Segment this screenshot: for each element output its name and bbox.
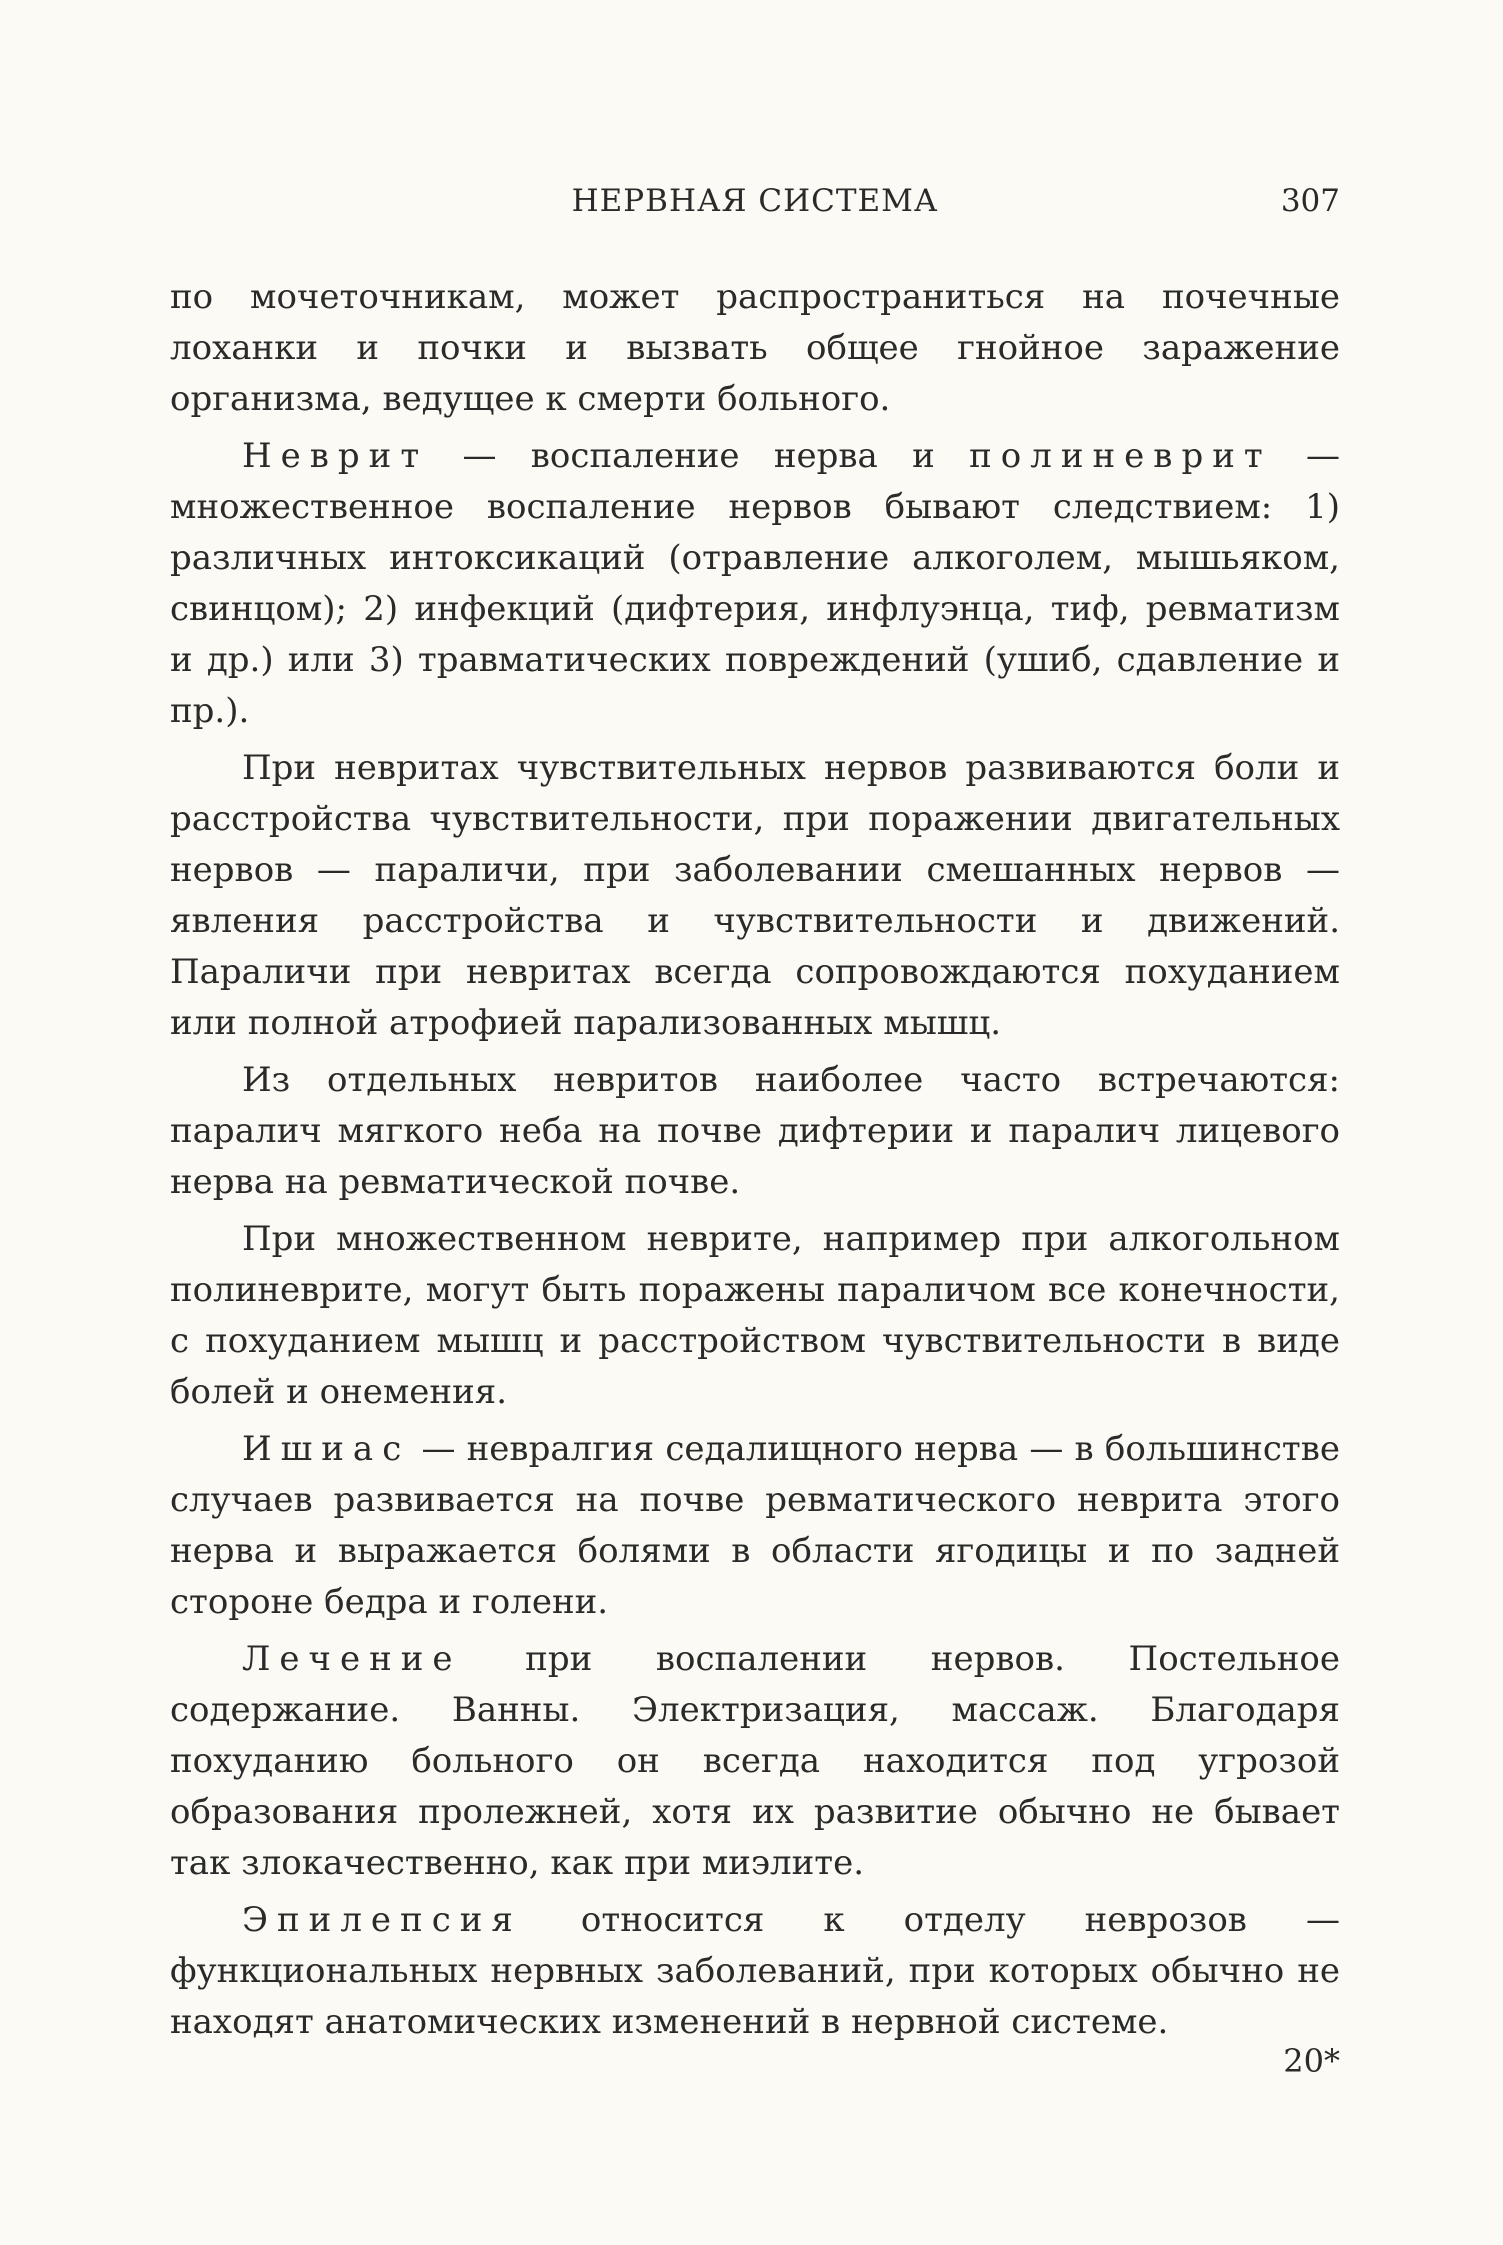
- term-polyneuritis: полиневрит: [969, 436, 1272, 476]
- sheet-signature: 20*: [1283, 2042, 1340, 2080]
- paragraph-text: При множественном неврите, например при алкогольном полиневрите, могут быть поражены параличом все конечности, с похуданием мышц и расстройством чувствительности в виде болей и онемения.: [170, 1219, 1340, 1412]
- paragraph-neuritis-symptoms: [170, 743, 1340, 1049]
- body-text: [170, 272, 1340, 2054]
- page-header: [170, 180, 1340, 230]
- term-epilepsy: Эпилепсия: [242, 1900, 522, 1940]
- paragraph-treatment: [170, 1634, 1340, 1889]
- paragraph-text: При невритах чувствительных нервов развиваются боли и расстройства чувствительности, при поражении двигательных нервов — параличи, при заболевании смешанных нервов — явления расстройства и чувствительности и движений. Параличи при невритах всегда сопровождаются похуданием или полной атрофией парализованных мышц.: [170, 748, 1340, 1043]
- paragraph-text: по мочеточникам, может распространиться на почечные лоханки и почки и вызвать общее гнойное заражение организма, ведущее к смерти больного.: [170, 277, 1340, 419]
- paragraph-text: — невралгия седалищного нерва — в большинстве случаев развивается на почве ревматического неврита этого нерва и выражается болями в области ягодицы и по задней стороне бедра и голени.: [170, 1429, 1340, 1622]
- paragraph-text: при воспалении нервов. Постельное содержание. Ванны. Электризация, массаж. Благодаря похуданию больного он всегда находится под угрозой образования пролежней, хотя их развитие обычно не бывает так злокачественно, как при миэлите.: [170, 1639, 1340, 1883]
- page-footer: [170, 2040, 1340, 2090]
- paragraph-text: Из отдельных невритов наиболее часто встречаются: паралич мягкого неба на почве дифтерии и паралич лицевого нерва на ревматической почве.: [170, 1060, 1340, 1202]
- paragraph-continuation: [170, 272, 1340, 425]
- paragraph-neuritis: [170, 431, 1340, 737]
- page-number: 307: [1280, 183, 1340, 219]
- paragraph-neuritis-types: [170, 1055, 1340, 1208]
- paragraph-text: относится к отделу неврозов — функциональных нервных заболеваний, при которых обычно не находят анатомических изменений в нервной системе.: [170, 1900, 1340, 2042]
- term-treatment: Лечение: [242, 1639, 462, 1679]
- running-title: НЕРВНАЯ СИСТЕМА: [571, 183, 939, 219]
- term-sciatica: Ишиас: [242, 1429, 411, 1469]
- paragraph-polyneuritis: [170, 1214, 1340, 1418]
- paragraph-epilepsy: [170, 1895, 1340, 2048]
- paragraph-sciatica: [170, 1424, 1340, 1628]
- term-neuritis: Неврит: [242, 436, 429, 476]
- paragraph-text: — множественное воспаление нервов бывают следствием: 1) различных интоксикаций (отравление алкоголем, мышьяком, свинцом); 2) инфекций (дифтерия, инфлуэнца, тиф, ревматизм и др.) или 3) травматических повреждений (ушиб, сдавление и пр.).: [170, 436, 1341, 731]
- paragraph-text: — воспаление нерва и: [428, 436, 970, 476]
